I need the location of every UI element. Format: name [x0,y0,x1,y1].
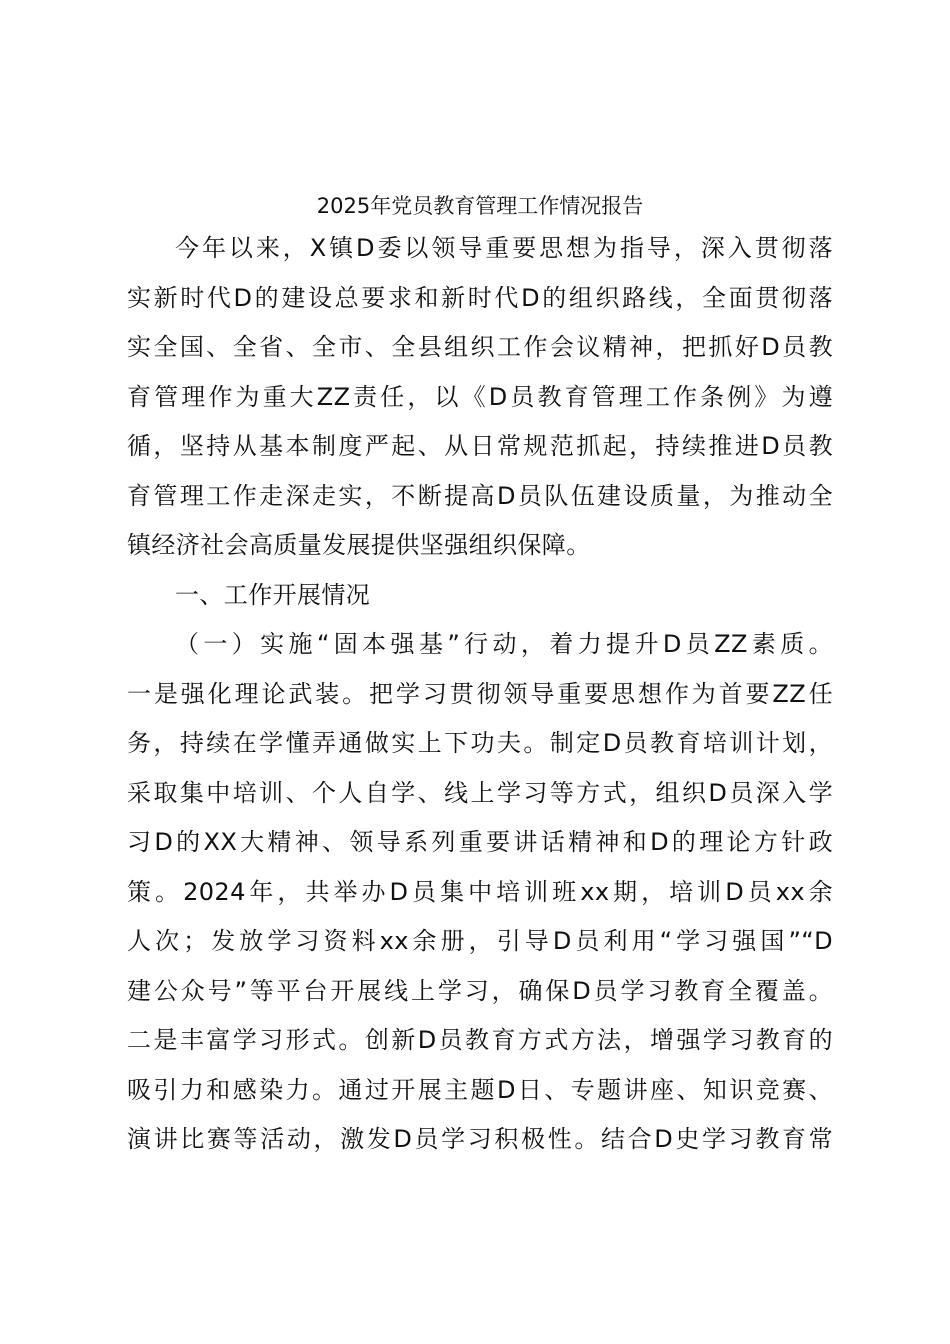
text-line: 循，坚持从基本制度严起、从日常规范抓起，持续推进D员教 [127,432,833,460]
text-line: 吸引力和感染力。通过开展主题D日、专题讲座、知识竞赛、 [127,1075,833,1104]
text-line: 演讲比赛等活动，激发D员学习积极性。结合D史学习教育常 [127,1125,833,1153]
section-heading [127,571,833,621]
text-line: 镇经济社会高质量发展提供坚强组织保障。 [127,531,591,559]
text-line: 育管理工作走深走实，不断提高D员队伍建设质量，为推动全 [127,481,833,510]
text-line: 一是强化理论武装。把学习贯彻领导重要思想作为首要ZZ任 [127,679,833,708]
intro-paragraph [127,224,833,571]
subsection-heading-line: （一）实施“固本强基”行动，着力提升D员ZZ素质。 [175,630,833,658]
text-line: 建公众号”等平台开展线上学习，确保D员学习教育全覆盖。 [127,976,833,1005]
text-line: 二是丰富学习形式。创新D员教育方式方法，增强学习教育的 [127,1026,833,1054]
text-line: 策。2024年，共举办D员集中培训班xx期，培训D员xx余 [127,877,833,906]
text-line: 实全国、全省、全市、全县组织工作会议精神，把抓好D员教 [127,333,833,361]
text-line: 采取集中培训、个人自学、线上学习等方式，组织D员深入学 [127,778,833,807]
text-line: 今年以来，X镇D委以领导重要思想为指导，深入贯彻落 [175,234,833,262]
text-line: 育管理作为重大ZZ责任，以《D员教育管理工作条例》为遵 [127,382,833,411]
text-line: 实新时代D的建设总要求和新时代D的组织路线，全面贯彻落 [127,283,833,312]
text-line: 习D的XX大精神、领导系列重要讲话精神和D的理论方针政 [127,828,833,856]
text-line: 人次；发放学习资料xx余册，引导D员利用“学习强国”“D [127,927,833,955]
text-line: 务，持续在学懂弄通做实上下功夫。制定D员教育培训计划， [127,729,833,757]
document-title: 2025年党员教育管理工作情况报告 [316,194,644,218]
subsection-paragraph [127,620,833,1165]
document-page [127,188,833,1165]
section-heading-text: 一、工作开展情况 [175,580,371,609]
